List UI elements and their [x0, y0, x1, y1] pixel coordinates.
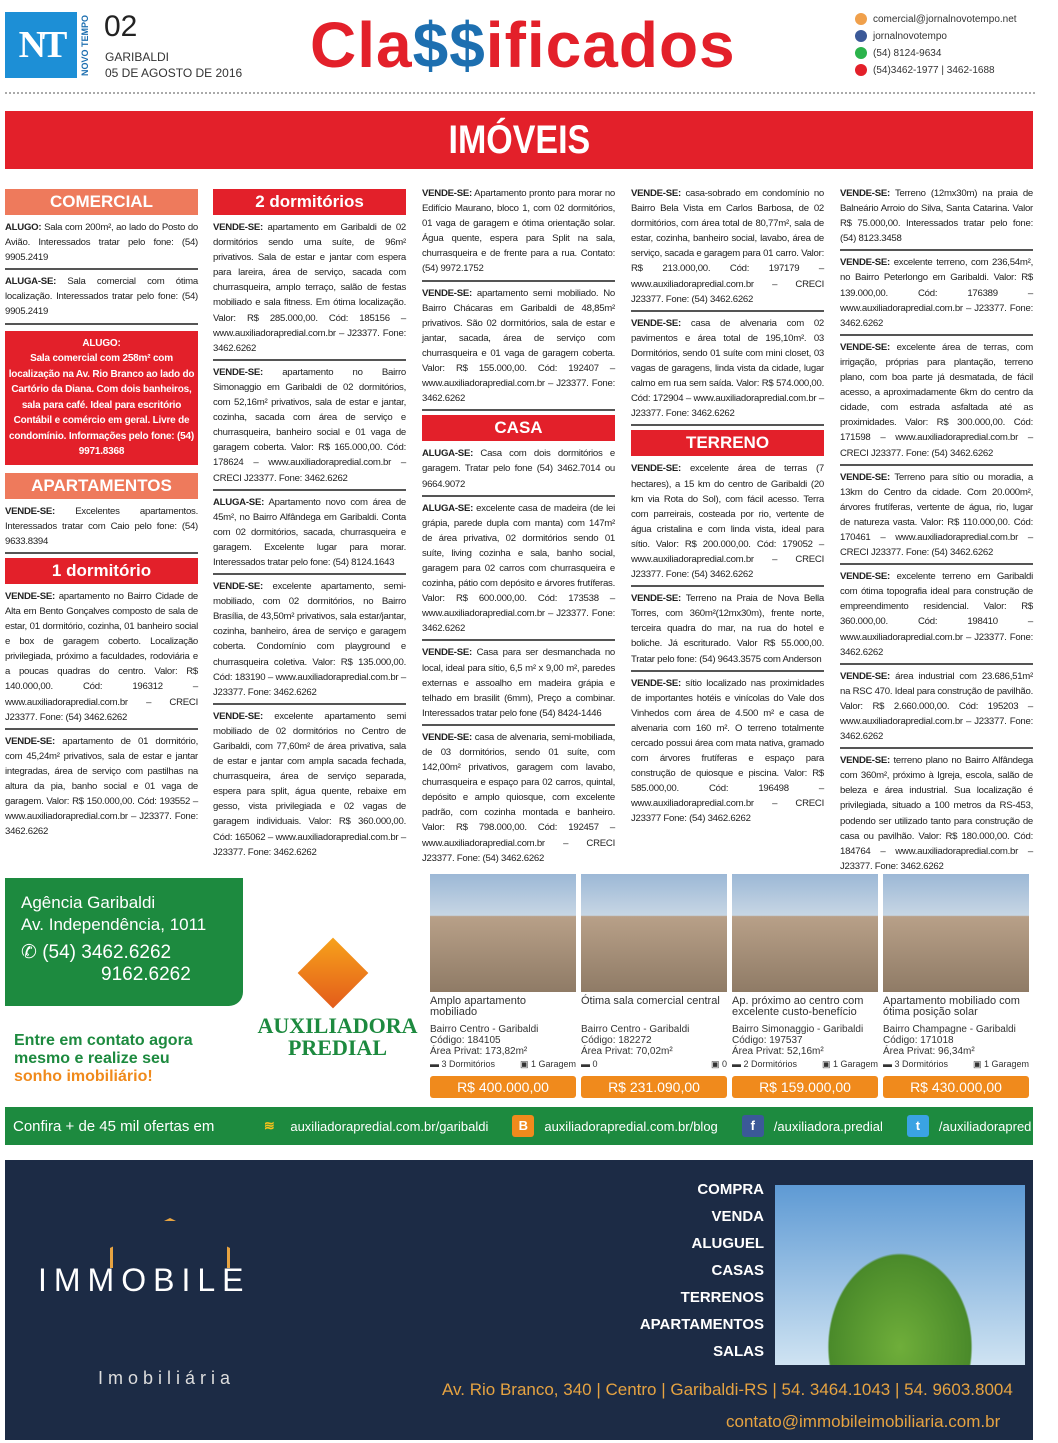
- listing-bairro: Bairro Centro - Garibaldi: [430, 1024, 539, 1035]
- contact-item: [855, 30, 947, 42]
- contact-text: jornalnovotempo: [873, 30, 947, 42]
- listing-area: Área Privat: 173,82m²: [430, 1046, 528, 1057]
- section-header: CASA: [422, 415, 615, 441]
- ad-lead: VENDE-SE:: [631, 677, 681, 689]
- classified-ad: [840, 753, 1033, 877]
- contact-item: [855, 47, 941, 59]
- divider: [5, 92, 1035, 94]
- phone-icon: [855, 64, 867, 76]
- agency-box: [5, 878, 243, 1006]
- classified-ad: [5, 734, 198, 843]
- property-photo[interactable]: [732, 874, 878, 992]
- contact-text: (54) 8124-9634: [873, 47, 942, 59]
- listing-features: [581, 1059, 727, 1070]
- wifi-icon[interactable]: ≋: [258, 1115, 280, 1137]
- ad-lead: ALUGA-SE:: [213, 496, 265, 508]
- ad-lead: VENDE-SE:: [422, 188, 472, 199]
- social-link[interactable]: /auxiliadora.predial: [773, 1118, 883, 1134]
- social-link[interactable]: /auxiliadorapred: [938, 1118, 1032, 1134]
- service-item: VENDA: [711, 1208, 764, 1225]
- classified-ad: [631, 461, 824, 587]
- title-part: ificados: [485, 9, 736, 81]
- services-list: [600, 1176, 764, 1365]
- bed-icon-count: ▬ 3 Dormitórios: [883, 1059, 949, 1069]
- bed-icon-count: ▬ 0: [581, 1059, 598, 1069]
- classified-ad: [422, 645, 615, 725]
- listing-price[interactable]: R$ 159.000,00: [732, 1076, 878, 1098]
- garage-icon-count: ▣ 0: [710, 1059, 727, 1069]
- section-header: COMERCIAL: [5, 189, 198, 215]
- ad-text: Sala comercial com ótima localização. Interessados tratar pelo fone: (54) 9905.2419: [5, 276, 198, 318]
- property-photo[interactable]: [883, 874, 1029, 992]
- page-title: [310, 8, 736, 82]
- classified-ad: [840, 669, 1033, 749]
- bed-icon-count: ▬ 3 Dormitórios: [430, 1059, 496, 1069]
- ad-text: casa-sobrado em condomínio no Bairro Bela Vista em Carlos Barbosa, de 02 dormitórios, com área total de 80,77m², sala de estar, cozinha, banheiro social, lavabo, área de serviço, sacada e garagem para 01 carro. Valor: R$ 213.000,00. Cód: 197179 – www.auxiliadorapredial.com.br – CRECI J23377. Fone: (54) 3462.6262: [631, 188, 824, 305]
- ad-text: Casa com dois dormitórios e garagem. Tratar pelo fone (54) 3462.7014 ou 9664.9072: [422, 448, 615, 490]
- ad-lead: VENDE-SE:: [5, 505, 55, 517]
- service-item: ALUGUEL: [691, 1235, 764, 1252]
- house-photo: [775, 1185, 1025, 1365]
- listing-title: Ótima sala comercial central: [581, 995, 720, 1007]
- ad-text: casa de alvenaria, semi-mobiliada, de 03 dormitórios, sendo 01 suíte, com 142,00m² privativos, garagem com lavabo, churrasqueira e espaço para 02 carros, quintal, depósito e amplo quiosque, com excelente padrão, com cozinha montada e banheiro. Valor: R$ 798.000,00. Cód: 192457 – www.auxiliadorapredial.com.br – CRECI J23377. Fone: (54) 3462.6262: [422, 731, 615, 864]
- property-photo[interactable]: [581, 874, 727, 992]
- ad-lead: VENDE-SE:: [422, 287, 472, 299]
- service-item: CASAS: [711, 1262, 764, 1279]
- listing-price[interactable]: R$ 400.000,00: [430, 1076, 576, 1098]
- classified-ad: [631, 676, 824, 830]
- agency-name: Agência Garibaldi: [21, 893, 156, 912]
- listing-title: Amplo apartamento mobiliado: [430, 995, 526, 1018]
- contact-item: [855, 64, 995, 76]
- ad-lead: ALUGA-SE:: [5, 276, 57, 288]
- ad-text: casa de alvenaria com 02 pavimentos e área total de 195,10m². 03 Dormitórios, sendo 01 suíte com mini closet, 03 vagas de garagens, linda vista da cidade, lugar calmo em rua sem saída. Valor: R$ 574.000,00. Cód: 172904 – www.auxiliadorapredial.com.br – J23377. Fone: 3462.6262: [631, 317, 824, 420]
- ad-lead: VENDE-SE:: [5, 735, 55, 747]
- ad-lead: VENDE-SE:: [840, 188, 890, 199]
- classified-ad: [422, 501, 615, 642]
- ad-text: apartamento em Garibaldi de 02 dormitórios sendo uma suíte, de 96m² privativos. Sala de estar e jantar com espera para lareira, área de serviço, sacada com churrasqueira, amplo terraço, salão de festas mobiliado e sala fitness. Em ótima localização. Valor: R$ 285.000,00. Cód: 185156 – www.auxiliadorapredial.com.br – J23377. Fone: 3462.6262: [213, 222, 406, 354]
- title-dollars: $$: [412, 9, 486, 81]
- social-link[interactable]: auxiliadorapredial.com.br/blog: [544, 1118, 718, 1134]
- ad-text: excelente terreno, com 236,54m², no Bairro Peterlongo em Garibaldi. Valor: R$ 139.000,00. Cód: 176389 – www.auxiliadorapredial.com.br – J23377. Fone: 3462.6262: [840, 257, 1033, 329]
- ad-text: excelente apartamento, semi-mobiliado, com 02 dormitórios, no Bairro Brasília, de 43,50m² privativos, sala estar/jantar, cozinha, banheiro, área de serviço e garagem coberta. Condomínio com playground e churrasqueira coletiva. Valor: R$ 135.000,00. Cód: 183190 – www.auxiliadorapredial.com.br – J23377. Fone: 3462.6262: [213, 581, 406, 698]
- ad-lead: VENDE-SE:: [840, 471, 890, 483]
- phone-icon: ✆: [21, 942, 43, 963]
- listing-code: Código: 184105: [430, 1035, 501, 1046]
- ad-text: Sala com 200m², ao lado do Posto do Avião. Interessados tratar pelo fone: (54) 9905.2419: [5, 222, 198, 264]
- agency-phone: [21, 942, 227, 964]
- listing-features: [732, 1059, 878, 1070]
- ad-lead: VENDE-SE:: [213, 222, 263, 233]
- phone-1: (54) 3462.6262: [42, 942, 172, 963]
- ad-text: excelente casa de madeira (de lei grápia, parede dupla com manta) com 147m² de área privativa, 02 dormitórios sendo 01 suíte, living cozinha e sala, banho social, garagem para 02 carros com churrasqueira e cozinha, pátio com depósito e árvores frutíferas. Valor: R$ 600.000,00. Cód: 173538 – www.auxiliadorapredial.com.br – J23377. Fone: 3462.6262: [422, 502, 615, 635]
- property-listing[interactable]: [430, 874, 576, 1098]
- ad-lead: ALUGO:: [5, 222, 42, 233]
- ad-text: terreno plano no Bairro Alfândega com 360m², próximo à Igreja, escola, salão de beleza e área industrial. Sua localização é privilegiada, situado a 100 metros da RS-453, podendo ser utilizado tanto para construção de casa ou pavilhão. Valor: R$ 180.000,00. Cód: 184764 – www.auxiliadorapredial.com.br – J23377. Fone: 3462.6262: [840, 755, 1033, 872]
- highlight-ad: [5, 331, 198, 465]
- ad-text: área industrial com 23.686,51m² na RSC 470. Ideal para construção de pavilhão. Valor: R$ 2.660.000,00. Cód: 195203 – www.auxiliadorapredial.com.br – J23377. Fone: 3462.6262: [840, 670, 1033, 743]
- section-banner: [5, 111, 1033, 169]
- ad-text: Sala comercial com 258m² com localização na Av. Rio Branco ao lado do Cartório da Diana. Com dois banheiros, sala para café. Ideal para escritório Contábil e comércio em geral. Livre de condomínio. Informações pelo fone: (54) 9971.8368: [8, 353, 195, 458]
- listing-bairro: Bairro Champagne - Garibaldi: [883, 1024, 1016, 1035]
- ad-text: apartamento no Bairro Simonaggio em Garibaldi de 02 dormitórios, com 52,16m² privativos, sala de estar e jantar, cozinha, sacada com área de serviço e churrasqueira, banheiro social e 01 vaga de garagem coberta. Valor: R$ 165.000,00. Cód: 178624 – www.auxiliadorapredial.com.br – CRECI J23377. Fone: 3462.6262: [213, 366, 406, 484]
- ad-lead: ALUGA-SE:: [422, 502, 474, 514]
- date: 05 DE AGOSTO DE 2016: [105, 66, 243, 80]
- ad-lead: VENDE-SE:: [840, 257, 890, 269]
- listing-area: Área Privat: 96,34m²: [883, 1046, 975, 1057]
- listing-bairro: Bairro Simonaggio - Garibaldi: [732, 1024, 864, 1035]
- listing-code: Código: 182272: [581, 1035, 652, 1046]
- classified-column: [5, 186, 198, 858]
- garage-icon-count: ▣ 1 Garagem: [821, 1059, 878, 1069]
- ad-lead: VENDE-SE:: [631, 593, 681, 605]
- page-number: 02: [104, 10, 138, 43]
- ad-text: apartamento semi mobiliado. No Bairro Chácaras em Garibaldi de 48,85m² privativos. São 02 dormitórios, sala de estar e jantar, sacada, área de serviço com churrasqueira e 01 vaga de garagem coberta. Valor: R$ 155.000,00. Cód: 192407 – www.auxiliadorapredial.com.br – J23377. Fone: 3462.6262: [422, 287, 615, 405]
- service-item: APARTAMENTOS: [639, 1316, 764, 1333]
- section-header: 2 dormitórios: [213, 189, 406, 215]
- ad-lead: VENDE-SE:: [422, 647, 472, 659]
- classified-ad: [631, 591, 824, 671]
- slogan-line: Entre em contato agora mesmo e realize seu: [14, 1032, 193, 1067]
- immobile-logo: IMMOBILE: [38, 1262, 251, 1298]
- ad-lead: VENDE-SE:: [213, 581, 263, 593]
- classified-ad: [422, 730, 615, 869]
- social-link[interactable]: auxiliadorapredial.com.br/garibaldi: [290, 1118, 489, 1134]
- whatsapp-icon: [855, 47, 867, 59]
- ad-lead: VENDE-SE:: [840, 341, 890, 353]
- ad-text: apartamento no Bairro Cidade de Alta em Bento Gonçalves composto de sala de estar, 01 dormitório, cozinha, 01 banheiro social e box de garagem coberto. Localização privilegiada, próximo a faculdades, rodoviária e a poucas quadras do centro. Valor: R$ 140.000,00. Cód: 196312 – www.auxiliadorapredial.com.br – CRECI J23377. Fone: (54) 3462.6262: [5, 590, 198, 723]
- classified-ad: [213, 709, 406, 863]
- ad-lead: VENDE-SE:: [840, 755, 890, 767]
- service-item: COMPRA: [697, 1181, 764, 1198]
- ad-text: Terreno na Praia de Nova Bella Torres, com 360m²(12mx30m), frente norte, terceira quadra do mar, na rua do hotel e boliche. Já escriturado. Valor R$ 55.000,00. Tratar pelo fone: (54) 9643.3575 com Anderson: [631, 593, 824, 665]
- ad-text: Terreno (12mx30m) na praia de Balneário Arroio do Silva, Santa Catarina. Valor R$ 75.000,00. Interessados tratar pelo fone: (54) 8123.3458: [840, 188, 1033, 245]
- section-header: TERRENO: [631, 430, 824, 456]
- ad-text: Apartamento novo com área de 45m², no Bairro Alfândega em Garibaldi. Conta com 02 dormitórios, sacada, churrasqueira e garagem. Excelente lugar para morar. Interessados tratar pelo fone: (54) 8124.1643: [213, 496, 406, 568]
- classified-ad: [631, 186, 824, 312]
- classified-ad: [5, 589, 198, 730]
- ad-lead: VENDE-SE:: [5, 590, 55, 602]
- classified-ad: [840, 470, 1033, 566]
- contact-item: [855, 13, 1017, 25]
- classified-ad: [840, 255, 1033, 335]
- classified-ad: [422, 286, 615, 412]
- facebook-icon[interactable]: f: [742, 1115, 764, 1137]
- classified-ad: [5, 220, 198, 270]
- ad-text: excelente terreno em Garibaldi com ótima topografia ideal para construção de empreendimento residencial. Valor: R$ 360.000,00. Cód: 198410 – www.auxiliadorapredial.com.br – J23377. Fone: 3462.6262: [840, 571, 1033, 658]
- classified-ad: [840, 186, 1033, 251]
- classified-ad: [213, 220, 406, 361]
- listing-title: Apartamento mobiliado com ótima posição solar: [883, 995, 1020, 1018]
- twitter-icon[interactable]: t: [907, 1115, 929, 1137]
- listing-features: [883, 1059, 1029, 1070]
- ad-lead: ALUGA-SE:: [422, 448, 474, 460]
- classified-ad: [5, 504, 198, 554]
- section-banner-title: IMÓVEIS: [448, 117, 590, 162]
- service-item: TERRENOS: [680, 1289, 764, 1306]
- immobile-subtitle: Imobiliária: [98, 1368, 236, 1388]
- contact-text: (54)3462-1977 | 3462-1688: [873, 64, 995, 76]
- property-listing[interactable]: [581, 874, 727, 1098]
- logo-line: AUXILIADORA: [257, 1013, 418, 1038]
- city: GARIBALDI: [105, 50, 170, 64]
- classified-ad: [213, 365, 406, 491]
- garage-icon-count: ▣ 1 Garagem: [519, 1059, 576, 1069]
- ad-text: Apartamento pronto para morar no Edifício Maurano, bloco 1, com 02 dormitórios, 01 vaga de garagem e ótima orientação solar. Água quente, espera para Split na sala, churrasqueira e de frente para a rua. Contato: (54) 9972.1752: [422, 188, 615, 275]
- classified-ad: [5, 274, 198, 324]
- phone-2: 9162.6262: [101, 964, 191, 985]
- auxiliadora-logo: [255, 1015, 420, 1059]
- garage-icon-count: ▣ 1 Garagem: [972, 1059, 1029, 1069]
- newspaper-logo: NT: [5, 12, 77, 78]
- ad-text: sítio localizado nas proximidades de importantes hotéis e vinícolas do Vale dos Vinhedos com área de 4.500 m² e casa de alvenaria com 160 m². O terreno totalmente cercado possui área com mata nativa, gramado com árvores frutíferas e espaço para construção de quiosque e piscina. Valor: R$ 585.000,00. Cód: 196498 – www.auxiliadorapredial.com.br – CRECI J23377 Fone: (54) 3462.6262: [631, 677, 824, 825]
- ad-text: excelente apartamento semi mobiliado de 02 dormitórios no Centro de Garibaldi, com 77,60m² de área privativa, sala de estar e jantar com ampla sacada fechada, churrasqueira, área de serviço separada, espera para split, água quente, rebaixe em gesso, vista privilegiada e 02 vagas de garagem individuais. Valor: R$ 360.000,00. Cód: 165062 – www.auxiliadorapredial.com.br – J23377. Fone: 3462.6262: [213, 710, 406, 858]
- property-listing[interactable]: [732, 874, 878, 1098]
- ad-text: excelente área de terras (7 hectares), a 15 km do centro de Garibaldi (20 km via Rota do Sol), com fácil acesso. Terra com parreirais, costeada por rio, vertente de água cristalina e com linda vista, ideal para sítio. Valor: R$ 200.000,00. Cód: 179052 – www.auxiliadorapredial.com.br – CRECI J23377. Fone: (54) 3462.6262: [631, 463, 824, 581]
- section-header: 1 dormitório: [5, 558, 198, 584]
- classified-ad: [840, 569, 1033, 665]
- ad-text: apartamento de 01 dormitório, com 45,24m² privativos, sala de estar e jantar integradas, área de serviço com pastilhas na altura da pia, banho social e 01 vaga de garagem. Valor: R$ 150.000,00. Cód: 193552 – www.auxiliadorapredial.com.br – J23377. Fone: 3462.6262: [5, 735, 198, 838]
- service-item: SALAS: [713, 1343, 764, 1360]
- listing-code: Código: 171018: [883, 1035, 954, 1046]
- ad-lead: VENDE-SE:: [840, 670, 890, 682]
- email-icon: [855, 13, 867, 25]
- title-part: Cla: [310, 9, 413, 81]
- listing-area: Área Privat: 70,02m²: [581, 1046, 673, 1057]
- offers-bar: [5, 1107, 1033, 1145]
- immobile-email[interactable]: contato@immobileimobiliaria.com.br: [726, 1412, 1001, 1431]
- ad-lead: VENDE-SE:: [422, 731, 472, 743]
- classified-ad: [213, 579, 406, 705]
- ad-lead: VENDE-SE:: [631, 188, 681, 199]
- section-header: APARTAMENTOS: [5, 473, 198, 499]
- classified-ad: [213, 495, 406, 575]
- blogger-icon[interactable]: B: [512, 1115, 534, 1137]
- ad-lead: VENDE-SE:: [213, 710, 263, 722]
- facebook-icon: [855, 30, 867, 42]
- classified-column: [422, 186, 615, 864]
- listing-price[interactable]: R$ 231.090,00: [581, 1076, 727, 1098]
- classified-column: [631, 186, 824, 858]
- newspaper-name: NOVO TEMPO: [80, 14, 90, 76]
- slogan: [14, 1032, 244, 1086]
- ad-lead: VENDE-SE:: [631, 317, 681, 329]
- ad-lead: ALUGO:: [82, 337, 121, 349]
- classified-column: [840, 186, 1033, 872]
- offers-text: Confira + de 45 mil ofertas em: [13, 1117, 215, 1135]
- property-listing[interactable]: [883, 874, 1029, 1098]
- contact-text: comercial@jornalnovotempo.net: [873, 13, 1017, 25]
- classified-ad: [422, 446, 615, 496]
- ad-text: Terreno para sítio ou moradia, a 13km do Centro da cidade. Com 20.000m², árvores frutíferas, vertente de água, rio, lugar de natureza vasta. Valor: R$ 110.000,00. Cód: 170461 – www.auxiliadorapredial.com.br – CRECI J23377. Fone: (54) 3462.6262: [840, 471, 1033, 559]
- classified-column: [213, 186, 406, 858]
- bed-icon-count: ▬ 2 Dormitórios: [732, 1059, 798, 1069]
- listing-area: Área Privat: 52,16m²: [732, 1046, 824, 1057]
- ad-text: Casa para ser desmanchada no local, ideal para sítio, 6,5 m² x 9,00 m², paredes externas e assoalho em madeira grápia e telhado em brasilit (6mm), Preço a combinar. Interessados tratar pelo fone (54) 8424-1446: [422, 647, 615, 719]
- ad-lead: VENDE-SE:: [213, 366, 263, 378]
- listing-title: Ap. próximo ao centro com excelente custo-benefício: [732, 995, 864, 1018]
- listing-bairro: Bairro Centro - Garibaldi: [581, 1024, 690, 1035]
- ad-text: Excelentes apartamentos. Interessados tratar com Caio pelo fone: (54) 9633.8394: [5, 505, 198, 547]
- property-photo[interactable]: [430, 874, 576, 992]
- classified-ad: [631, 316, 824, 427]
- listing-price[interactable]: R$ 430.000,00: [883, 1076, 1029, 1098]
- slogan-highlight: sonho imobiliário!: [14, 1068, 153, 1085]
- listing-code: Código: 197537: [732, 1035, 803, 1046]
- ad-lead: VENDE-SE:: [840, 571, 890, 583]
- classified-ad: [422, 186, 615, 282]
- ad-text: excelente área de terras, com irrigação, próprias para plantação, terreno plano, com boa parte já desmatada, de fácil acesso, a aproximadamente 6km do centro da cidade, com estrada asfaltada até as proximidades. Valor: R$ 300.000,00. Cód: 171598 – www.auxiliadorapredial.com.br – CRECI J23377. Fone: (54) 3462.6262: [840, 341, 1033, 459]
- ad-lead: VENDE-SE:: [631, 463, 681, 475]
- classified-ad: [840, 340, 1033, 466]
- logo-line: PREDIAL: [287, 1035, 387, 1060]
- listing-features: [430, 1059, 576, 1070]
- immobile-address: Av. Rio Branco, 340 | Centro | Garibaldi-RS | 54. 3464.1043 | 54. 9603.8004: [442, 1380, 1013, 1399]
- agency-address: Av. Independência, 1011: [21, 915, 207, 934]
